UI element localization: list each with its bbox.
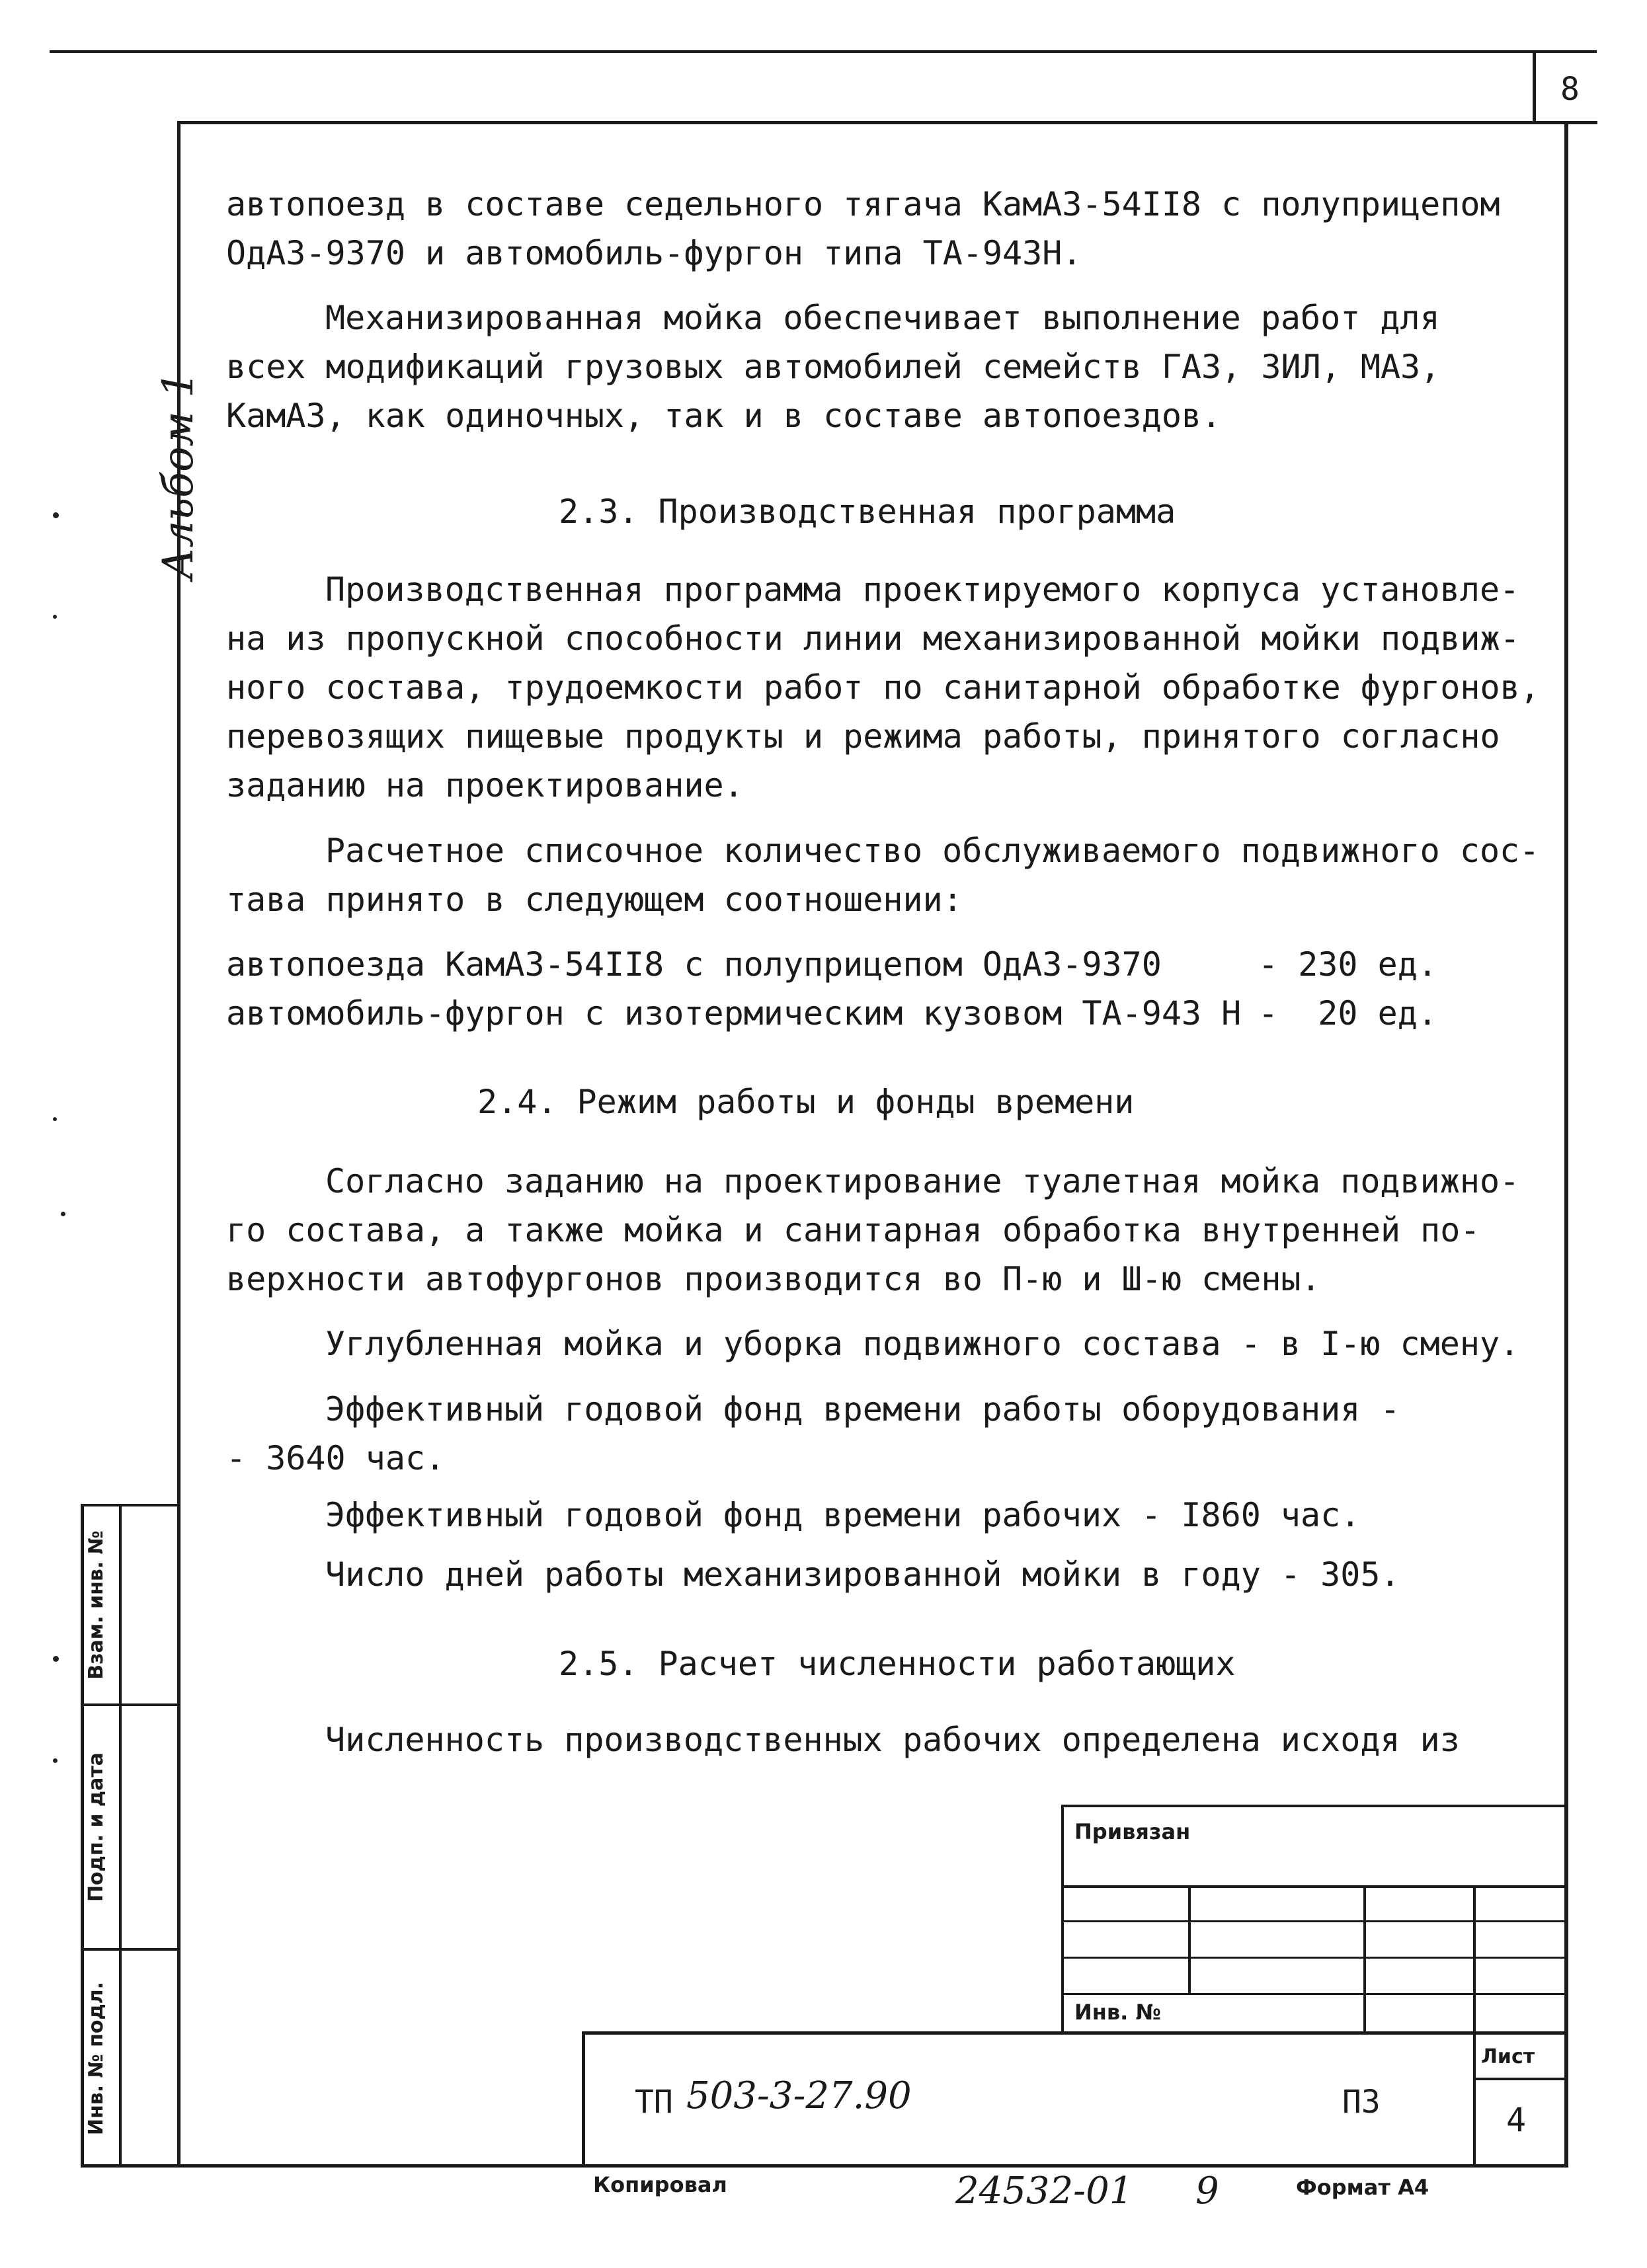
paragraph-line: Эффективный годовой фонд времени рабочих - I860 час. bbox=[325, 1496, 1361, 1534]
tb-lower-left bbox=[582, 2031, 585, 2168]
section-code: ПЗ bbox=[1342, 2084, 1381, 2121]
privyazan-label: Привязан bbox=[1074, 1819, 1191, 1844]
paragraph-line: всех модификаций грузовых автомобилей семейств ГАЗ, ЗИЛ, МАЗ, bbox=[226, 348, 1441, 386]
paragraph-line: Численность производственных рабочих определена исходя из bbox=[325, 1721, 1460, 1759]
tb-upper-top bbox=[1061, 1805, 1566, 1807]
paragraph-line: Эффективный годовой фонд времени работы оборудования - bbox=[325, 1390, 1400, 1428]
tb-row-line bbox=[1061, 1885, 1566, 1888]
inv-no-label: Инв. № bbox=[1074, 2000, 1161, 2025]
list-item-text: автомобиль-фургон с изотермическим кузовом ТА-943 Н bbox=[226, 994, 1242, 1033]
paragraph-line: на из пропускной способности линии механизированной мойки подвиж- bbox=[226, 619, 1520, 658]
side-stamp-div2 bbox=[81, 1948, 180, 1951]
format-label: Формат А4 bbox=[1296, 2175, 1429, 2200]
frame-top bbox=[177, 121, 1597, 124]
doc-code-handwritten: 503-3-27.90 bbox=[686, 2074, 912, 2117]
margin-dot bbox=[61, 1212, 65, 1216]
list-item-value: - 230 ед. bbox=[1258, 945, 1437, 984]
sheet-label: Лист bbox=[1481, 2045, 1535, 2068]
side-stamp-inv-podl-label: Инв. № подл. bbox=[85, 1981, 108, 2136]
paragraph-line: Углубленная мойка и уборка подвижного состава - в I-ю смену. bbox=[325, 1325, 1520, 1363]
paragraph-line: ного состава, трудоемкости работ по санитарной обработке фургонов, bbox=[226, 668, 1540, 707]
side-stamp-podp-label: Подп. и дата bbox=[85, 1752, 108, 1902]
doc-code-prefix: ТП bbox=[635, 2084, 673, 2121]
paragraph-line: КамАЗ, как одиночных, так и в составе автопоездов. bbox=[226, 397, 1222, 435]
paragraph-line: ОдАЗ-9370 и автомобиль-фургон типа ТА-943Н. bbox=[226, 234, 1082, 272]
margin-dot bbox=[53, 615, 57, 619]
sheet-number: 4 bbox=[1506, 2101, 1527, 2139]
side-stamp-div1 bbox=[81, 1703, 180, 1706]
tb-sheet-divider bbox=[1473, 2078, 1566, 2080]
tb-col-line bbox=[1473, 1885, 1476, 2164]
album-margin-note: Альбом 1 bbox=[154, 371, 203, 580]
margin-dot bbox=[53, 1656, 59, 1662]
paragraph-line: заданию на проектирование. bbox=[226, 766, 744, 804]
list-item-value: - 20 ед. bbox=[1258, 994, 1437, 1033]
tb-row-line bbox=[1061, 1920, 1566, 1922]
top-rule bbox=[50, 50, 1597, 53]
section-heading-2-5: 2.5. Расчет численности работающих bbox=[559, 1645, 1236, 1683]
side-stamp-mid bbox=[119, 1504, 122, 2168]
tb-row-line bbox=[1061, 1993, 1566, 1995]
margin-dot bbox=[53, 512, 59, 518]
paragraph-line: Производственная программа проектируемого корпуса установле- bbox=[325, 570, 1520, 609]
kopiroval-label: Копировал bbox=[593, 2172, 727, 2197]
paragraph-line: Согласно заданию на проектирование туалетная мойка подвижно- bbox=[325, 1162, 1520, 1200]
page-number: 8 bbox=[1560, 71, 1580, 108]
paragraph-line: автопоезд в составе седельного тягача КамАЗ-54II8 с полуприцепом bbox=[226, 185, 1500, 223]
list-item-text: автопоезда КамАЗ-54II8 с полуприцепом ОдАЗ-9370 bbox=[226, 945, 1162, 984]
margin-dot bbox=[53, 1758, 58, 1763]
tb-row-line bbox=[1061, 1957, 1566, 1959]
paragraph-line: Механизированная мойка обеспечивает выполнение работ для bbox=[325, 299, 1440, 337]
paragraph-line: перевозящих пищевые продукты и режима работы, принятого согласно bbox=[226, 717, 1500, 756]
section-heading-2-4: 2.4. Режим работы и фонды времени bbox=[477, 1083, 1135, 1121]
section-heading-2-3: 2.3. Производственная программа bbox=[559, 492, 1176, 531]
paragraph-line: верхности автофургонов производится во П-ю и Ш-ю смены. bbox=[226, 1260, 1321, 1298]
side-stamp-top bbox=[81, 1504, 180, 1506]
paragraph-line: Число дней работы механизированной мойки в году - 305. bbox=[325, 1555, 1400, 1594]
frame-bottom bbox=[81, 2164, 1568, 2168]
tb-col-line bbox=[1188, 1885, 1191, 1995]
paragraph-line: - 3640 час. bbox=[226, 1439, 446, 1477]
tb-col-line bbox=[1363, 1885, 1366, 2032]
frame-right bbox=[1564, 121, 1568, 2168]
archive-number: 24532-01 bbox=[955, 2170, 1133, 2212]
tb-lower-top bbox=[582, 2031, 1568, 2035]
tb-upper-left bbox=[1061, 1805, 1064, 2033]
archive-sheet: 9 bbox=[1195, 2170, 1219, 2212]
paragraph-line: тава принято в следующем соотношении: bbox=[226, 880, 963, 919]
paragraph-line: Расчетное списочное количество обслуживаемого подвижного сос- bbox=[325, 832, 1540, 870]
page-number-box-left bbox=[1533, 50, 1536, 124]
paragraph-line: го состава, а также мойка и санитарная обработка внутренней по- bbox=[226, 1211, 1480, 1249]
side-stamp-left bbox=[81, 1504, 84, 2168]
margin-dot bbox=[53, 1117, 57, 1121]
side-stamp-vzam-label: Взам. инв. № bbox=[85, 1530, 108, 1680]
